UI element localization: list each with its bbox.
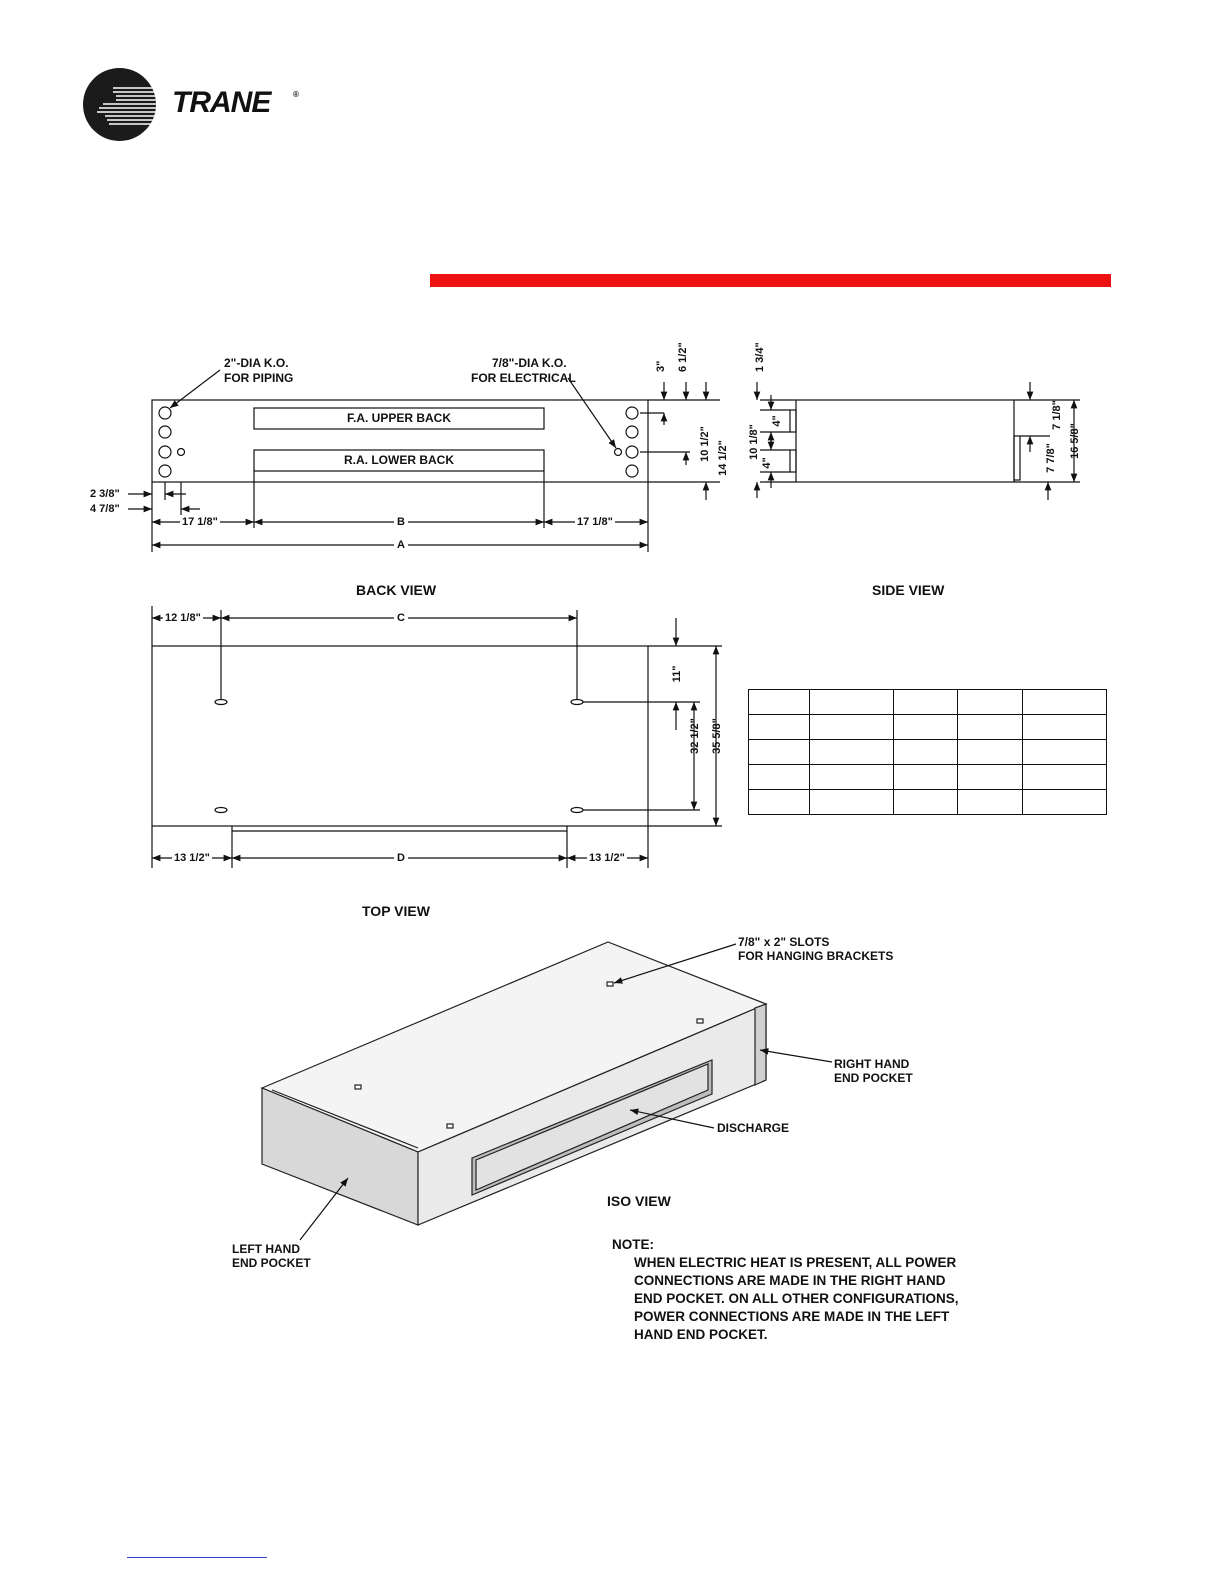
table-cell	[1023, 765, 1107, 790]
ra-lower-back-label: R.A. LOWER BACK	[344, 453, 454, 467]
table-cell	[1023, 740, 1107, 765]
note-line-1: WHEN ELECTRIC HEAT IS PRESENT, ALL POWER	[634, 1255, 957, 1270]
side-view-outline	[796, 400, 1014, 482]
side-flange-right	[1014, 436, 1020, 480]
slots-callout-line1: 7/8" x 2" SLOTS	[738, 935, 830, 949]
dim-a: A	[394, 538, 408, 552]
table-cell	[958, 765, 1023, 790]
dim-32-1-2: 32 1/2"	[689, 718, 701, 754]
table-cell	[893, 765, 958, 790]
note-line-2: CONNECTIONS ARE MADE IN THE RIGHT HAND	[634, 1273, 946, 1288]
table-cell	[958, 715, 1023, 740]
dim-c: C	[394, 611, 408, 625]
hanging-slot	[215, 808, 227, 813]
discharge-callout: DISCHARGE	[717, 1121, 790, 1135]
table-cell	[809, 715, 893, 740]
table-cell	[1023, 715, 1107, 740]
top-view-title: TOP VIEW	[362, 903, 430, 919]
registered-mark: ®	[293, 90, 299, 99]
table-cell	[958, 790, 1023, 815]
dim-4-top: 4"	[771, 415, 783, 427]
side-flange-bottom	[790, 450, 796, 472]
dim-right-17-1-8: 17 1/8"	[577, 516, 613, 528]
table-cell	[749, 690, 810, 715]
top-view-outline	[152, 646, 648, 826]
electrical-callout-line2: FOR ELECTRICAL	[471, 371, 576, 385]
table-row	[749, 740, 1107, 765]
footer-link-underline[interactable]	[127, 1557, 267, 1558]
piping-knockout	[159, 446, 171, 458]
table-cell	[749, 715, 810, 740]
note-line-5: HAND END POCKET.	[634, 1327, 768, 1342]
dim-10-1-8: 10 1/8"	[748, 424, 760, 460]
table-row	[749, 765, 1107, 790]
table-row	[749, 690, 1107, 715]
dim-2-3-8: 2 3/8"	[90, 488, 120, 500]
hanging-slot	[215, 700, 227, 705]
side-view-title: SIDE VIEW	[872, 582, 945, 598]
dim-7-1-8: 7 1/8"	[1051, 400, 1063, 430]
dim-left-13-1-2: 13 1/2"	[174, 852, 210, 864]
dim-left-17-1-8: 17 1/8"	[182, 516, 218, 528]
table-cell	[749, 765, 810, 790]
table-cell	[749, 790, 810, 815]
dim-10-1-2: 10 1/2"	[699, 426, 711, 462]
table-cell	[809, 790, 893, 815]
table-cell	[809, 765, 893, 790]
iso-unit-drawing	[262, 942, 766, 1225]
note-heading: NOTE:	[612, 1237, 654, 1252]
piping-knockout	[159, 407, 171, 419]
electrical-knockout	[178, 449, 185, 456]
dim-d: D	[394, 851, 408, 865]
dimension-table	[748, 689, 1107, 815]
piping-knockout	[159, 465, 171, 477]
table-cell	[749, 740, 810, 765]
dim-right-13-1-2: 13 1/2"	[589, 852, 625, 864]
piping-knockout	[626, 465, 638, 477]
piping-knockout	[626, 446, 638, 458]
right-pocket-leader	[760, 1050, 832, 1062]
piping-callout-line2: FOR PIPING	[224, 371, 294, 385]
piping-leader	[170, 370, 220, 408]
electrical-leader	[568, 378, 616, 448]
dim-4-7-8: 4 7/8"	[90, 503, 120, 515]
fa-upper-back-label: F.A. UPPER BACK	[346, 411, 451, 425]
dim-b: B	[394, 515, 408, 529]
dim-16-5-8: 16 5/8"	[1069, 423, 1081, 459]
piping-knockout	[626, 426, 638, 438]
table-cell	[1023, 790, 1107, 815]
dim-11: 11"	[671, 665, 683, 683]
table-cell	[893, 690, 958, 715]
dim-14-1-2: 14 1/2"	[717, 440, 729, 476]
dim-1-3-4: 1 3/4"	[754, 342, 766, 372]
side-flange-top	[790, 410, 796, 432]
note-line-3: END POCKET. ON ALL OTHER CONFIGURATIONS,	[634, 1291, 959, 1306]
piping-knockout	[159, 426, 171, 438]
right-pocket-callout-line2: END POCKET	[834, 1071, 913, 1085]
table-cell	[893, 740, 958, 765]
back-view-title: BACK VIEW	[356, 582, 437, 598]
table-cell	[958, 740, 1023, 765]
slots-callout-line2: FOR HANGING BRACKETS	[738, 949, 894, 963]
electrical-callout-line1: 7/8"-DIA K.O.	[492, 356, 567, 370]
dim-35-5-8: 35 5/8"	[711, 718, 723, 754]
piping-knockout	[626, 407, 638, 419]
electrical-knockout	[615, 449, 622, 456]
dim-6-1-2: 6 1/2"	[677, 342, 689, 372]
table-cell	[893, 790, 958, 815]
table-cell	[809, 690, 893, 715]
right-pocket-callout-line1: RIGHT HAND	[834, 1057, 910, 1071]
dim-12-1-8: 12 1/8"	[165, 612, 201, 624]
piping-callout-line1: 2"-DIA K.O.	[224, 356, 289, 370]
table-cell	[809, 740, 893, 765]
note-line-4: POWER CONNECTIONS ARE MADE IN THE LEFT	[634, 1309, 950, 1324]
iso-view-title: ISO VIEW	[607, 1193, 671, 1209]
brand-name: TRANE	[172, 86, 271, 119]
left-pocket-callout-line2: END POCKET	[232, 1256, 311, 1270]
left-pocket-callout-line1: LEFT HAND	[232, 1242, 300, 1256]
table-row	[749, 790, 1107, 815]
dim-3: 3"	[655, 360, 667, 372]
hanging-slot	[571, 808, 583, 813]
hanging-slot	[571, 700, 583, 705]
dim-7-7-8: 7 7/8"	[1045, 443, 1057, 473]
table-cell	[1023, 690, 1107, 715]
table-row	[749, 715, 1107, 740]
table-cell	[893, 715, 958, 740]
dim-4-bottom: 4"	[761, 457, 773, 469]
table-cell	[958, 690, 1023, 715]
